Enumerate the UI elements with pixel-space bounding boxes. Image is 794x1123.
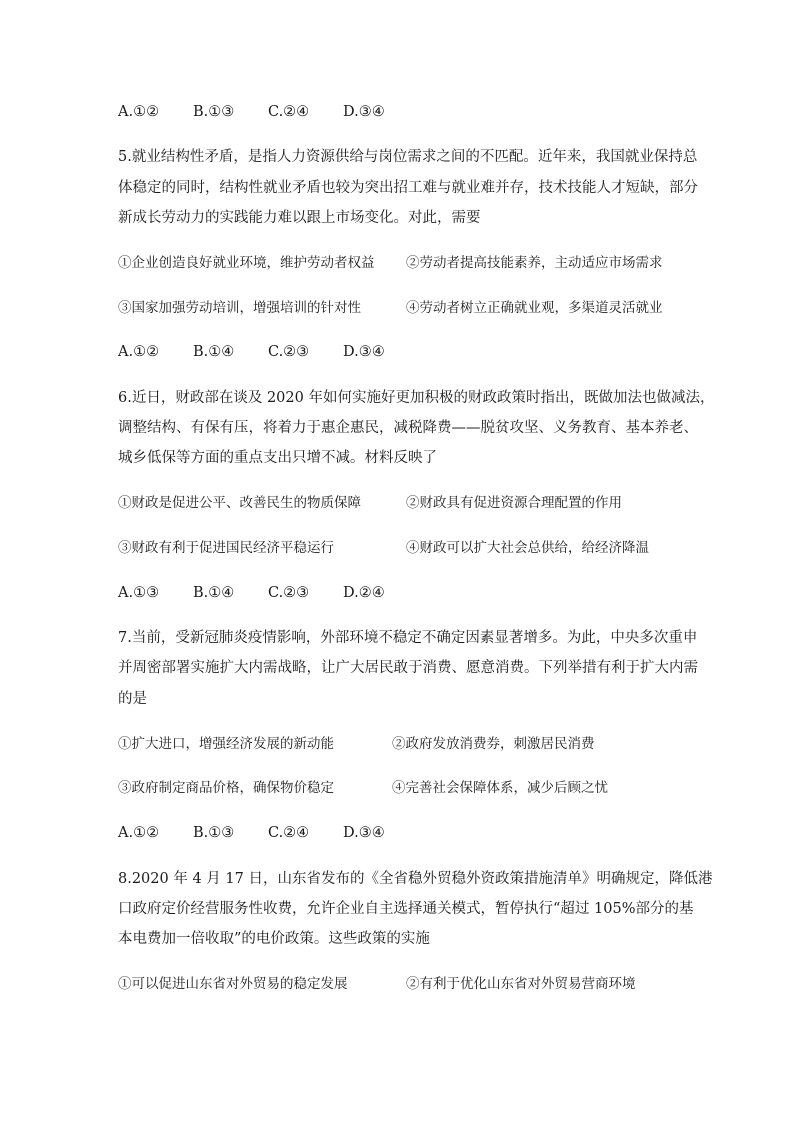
q7-statements-row-2 — [118, 778, 608, 798]
q6-statements-row-2 — [118, 538, 649, 558]
q6-option-a: A.①③ — [118, 585, 160, 601]
q7-option-b: B.①③ — [193, 825, 235, 841]
q5-statement-4: ④劳动者树立正确就业观，多渠道灵活就业 — [406, 300, 663, 316]
q7-statements-row-1 — [118, 734, 595, 754]
q4-option-c: C.②④ — [268, 104, 310, 120]
q6-statement-1: ①财政是促进公平、改善民生的物质保障 — [118, 495, 361, 511]
q4-option-b: B.①③ — [193, 104, 235, 120]
q7-statement-1: ①扩大进口，增强经济发展的新动能 — [118, 736, 334, 752]
q5-option-b: B.①④ — [193, 344, 235, 360]
q5-answer-options — [118, 342, 418, 362]
q6-stem-line-2: 调整结构、有保有压，将着力于惠企惠民，减税降费——脱贫攻坚、义务教育、基本养老、 — [118, 420, 698, 436]
q7-statement-4: ④完善社会保障体系，减少后顾之忧 — [392, 780, 608, 796]
q6-stem-line-1: 6.近日，财政部在谈及 2020 年如何实施好更加积极的财政政策时指出，既做加法也做减法， — [118, 390, 715, 406]
q8-statements-row-1 — [118, 974, 636, 994]
q4-option-a: A.①② — [118, 104, 160, 120]
q5-option-c: C.②③ — [268, 344, 310, 360]
q5-stem-line-3: 新成长劳动力的实践能力难以跟上市场变化。对此，需要 — [118, 210, 481, 226]
q6-statement-2: ②财政具有促进资源合理配置的作用 — [406, 495, 622, 511]
q7-stem-line-1: 7.当前，受新冠肺炎疫情影响，外部环境不稳定不确定因素显著增多。为此，中央多次重申 — [118, 630, 698, 646]
q8-stem-line-3: 本电费加一倍收取”的电价政策。这些政策的实施 — [118, 931, 430, 947]
q5-statements-row-2 — [118, 298, 663, 318]
q5-stem-line-1: 5.就业结构性矛盾，是指人力资源供给与岗位需求之间的不匹配。近年来，我国就业保持总 — [118, 149, 698, 165]
q7-option-c: C.②④ — [268, 825, 310, 841]
q6-option-b: B.①④ — [193, 585, 235, 601]
q7-stem-line-3: 的是 — [118, 691, 147, 707]
q7-answer-options — [118, 823, 418, 843]
q5-statement-1: ①企业创造良好就业环境，维护劳动者权益 — [118, 255, 375, 271]
q7-option-a: A.①② — [118, 825, 160, 841]
q6-statement-4: ④财政可以扩大社会总供给，给经济降温 — [406, 540, 649, 556]
q7-stem-line-2: 并周密部署实施扩大内需战略，让广大居民敢于消费、愿意消费。下列举措有利于扩大内需 — [118, 660, 698, 676]
q8-stem-line-1: 8.2020 年 4 月 17 日，山东省发布的《全省稳外贸稳外资政策措施清单》明确规定，降低港 — [118, 871, 713, 887]
q5-option-d: D.③④ — [343, 344, 385, 360]
q7-statement-2: ②政府发放消费券，刺激居民消费 — [392, 736, 595, 752]
q6-answer-options — [118, 583, 418, 603]
q7-statement-3: ③政府制定商品价格，确保物价稳定 — [118, 780, 334, 796]
q5-option-a: A.①② — [118, 344, 160, 360]
q6-statement-3: ③财政有利于促进国民经济平稳运行 — [118, 540, 334, 556]
q5-statement-3: ③国家加强劳动培训，增强培训的针对性 — [118, 300, 361, 316]
q5-statement-2: ②劳动者提高技能素养，主动适应市场需求 — [406, 255, 663, 271]
q5-statements-row-1 — [118, 253, 663, 273]
q4-answer-options — [118, 102, 418, 122]
q8-stem-line-2: 口政府定价经营服务性收费，允许企业自主选择通关模式，暂停执行“超过 105%部分的基 — [118, 901, 694, 917]
q8-statement-2: ②有利于优化山东省对外贸易营商环境 — [406, 976, 636, 992]
q6-statements-row-1 — [118, 493, 622, 513]
q8-statement-1: ①可以促进山东省对外贸易的稳定发展 — [118, 976, 348, 992]
q7-option-d: D.③④ — [343, 825, 385, 841]
q5-stem-line-2: 体稳定的同时，结构性就业矛盾也较为突出招工难与就业难并存，技术技能人才短缺，部分 — [118, 180, 698, 196]
q6-option-d: D.②④ — [343, 585, 385, 601]
q4-option-d: D.③④ — [343, 104, 385, 120]
q6-option-c: C.②③ — [268, 585, 310, 601]
q6-stem-line-3: 城乡低保等方面的重点支出只增不减。材料反映了 — [118, 450, 437, 466]
